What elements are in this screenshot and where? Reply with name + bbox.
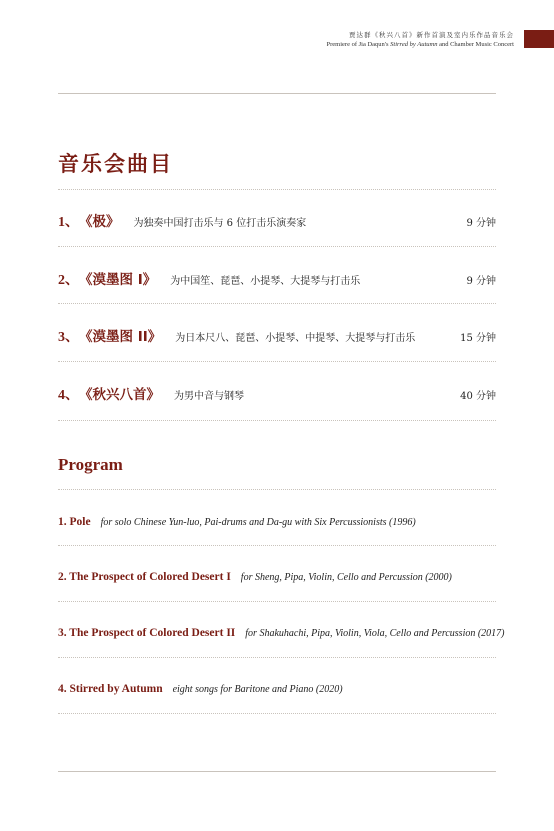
divider bbox=[58, 189, 496, 190]
program-item-en bbox=[58, 679, 514, 697]
divider bbox=[58, 246, 496, 247]
program-item-en bbox=[58, 623, 514, 641]
divider bbox=[58, 545, 496, 546]
item-duration: 9 分钟 bbox=[466, 218, 496, 229]
item-instrumentation: 为男中音与钢琴 bbox=[174, 391, 244, 402]
top-divider bbox=[58, 93, 496, 94]
divider bbox=[58, 420, 496, 421]
item-duration: 9 分钟 bbox=[466, 276, 496, 287]
item-work-title: 《漠墨图 I》 bbox=[79, 272, 157, 288]
program-item-en bbox=[58, 567, 514, 585]
running-header bbox=[327, 30, 515, 50]
item-work-title: 2. The Prospect of Colored Desert I bbox=[58, 571, 231, 583]
program-title-en: Program bbox=[58, 455, 123, 474]
divider bbox=[58, 361, 496, 362]
header-accent-bar bbox=[524, 30, 554, 48]
program-item-cn bbox=[58, 210, 496, 231]
item-work-title: 《极》 bbox=[79, 214, 120, 230]
item-number: 1、 bbox=[58, 215, 79, 230]
divider bbox=[58, 657, 496, 658]
divider bbox=[58, 303, 496, 304]
item-description: for solo Chinese Yun-luo, Pai-drums and Da-gu with Six Percussionists (1996) bbox=[100, 517, 416, 528]
item-description: for Sheng, Pipa, Violin, Cello and Percussion (2000) bbox=[240, 572, 452, 583]
item-work-title: 1. Pole bbox=[58, 516, 91, 528]
item-description: eight songs for Baritone and Piano (2020) bbox=[172, 684, 343, 695]
item-number: 3、 bbox=[58, 330, 79, 345]
bottom-divider bbox=[58, 771, 496, 772]
program-item-en bbox=[58, 512, 514, 530]
item-number: 2、 bbox=[58, 273, 79, 288]
item-instrumentation: 为独奏中国打击乐与 6 位打击乐演奏家 bbox=[133, 218, 307, 229]
item-work-title: 《漠墨图 II》 bbox=[79, 329, 162, 345]
item-work-title: 《秋兴八首》 bbox=[79, 387, 160, 403]
item-duration: 15 分钟 bbox=[460, 333, 496, 344]
header-en-italic: Stirred by Autumn bbox=[390, 41, 438, 48]
program-item-cn bbox=[58, 268, 496, 289]
divider bbox=[58, 713, 496, 714]
item-duration: 40 分钟 bbox=[460, 391, 496, 402]
divider bbox=[58, 601, 496, 602]
item-description: for Shakuhachi, Pipa, Violin, Viola, Cello and Percussion (2017) bbox=[245, 628, 505, 639]
item-instrumentation: 为中国笙、琵琶、小提琴、大提琴与打击乐 bbox=[170, 276, 361, 287]
header-en-pre: Premiere of Jia Daqun's bbox=[326, 41, 391, 48]
item-instrumentation: 为日本尺八、琵琶、小提琴、中提琴、大提琴与打击乐 bbox=[175, 333, 416, 344]
program-title-cn: 音乐会曲目 bbox=[58, 152, 173, 176]
program-item-cn bbox=[58, 383, 496, 404]
item-number: 4、 bbox=[58, 388, 79, 403]
item-work-title: 3. The Prospect of Colored Desert II bbox=[58, 627, 236, 639]
header-title-en bbox=[327, 40, 515, 50]
header-title-cn: 贾达群《秋兴八首》新作首演及室内乐作品音乐会 bbox=[349, 31, 514, 39]
divider bbox=[58, 489, 496, 490]
header-en-post: and Chamber Music Concert bbox=[437, 41, 514, 48]
program-item-cn bbox=[58, 325, 496, 346]
item-work-title: 4. Stirred by Autumn bbox=[58, 683, 163, 695]
